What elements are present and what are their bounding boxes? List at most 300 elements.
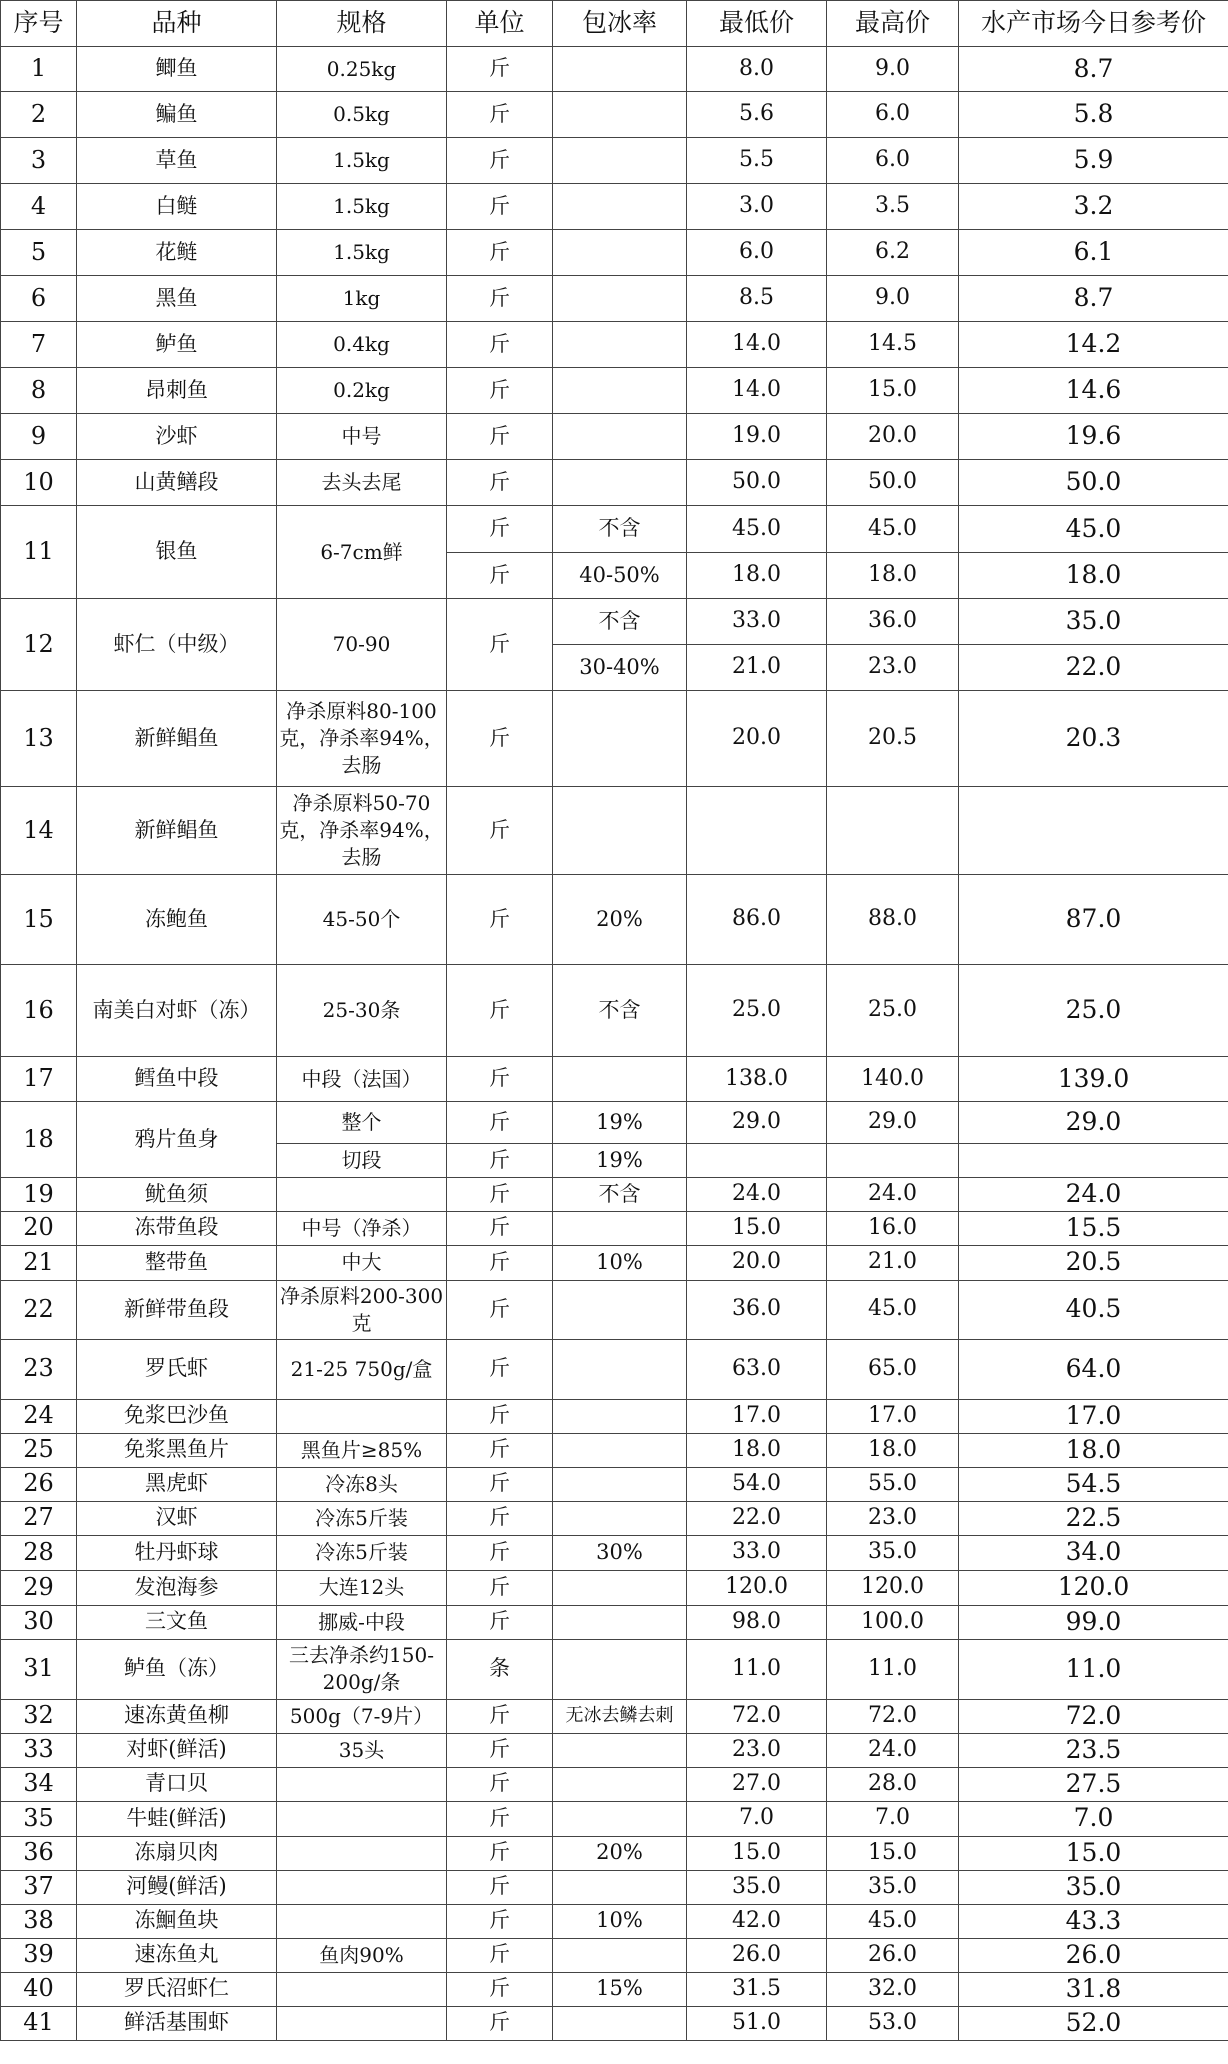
high-price: 140.0	[827, 1057, 959, 1102]
table-row	[1, 1605, 1228, 1639]
high-price: 28.0	[827, 1767, 959, 1801]
unit: 斤	[447, 1570, 553, 1605]
high-price: 18.0	[827, 1433, 959, 1467]
table-row	[1, 787, 1228, 875]
table-row	[1, 1339, 1228, 1399]
header-ice-rate: 包冰率	[553, 1, 687, 47]
product-spec: 500g（7-9片）	[277, 1699, 447, 1733]
unit: 斤	[447, 1972, 553, 2006]
unit: 斤	[447, 414, 553, 460]
low-price: 33.0	[687, 599, 827, 645]
row-number: 34	[1, 1767, 77, 1801]
ice-rate	[553, 1057, 687, 1102]
product-spec: 大连12头	[277, 1570, 447, 1605]
ice-rate	[553, 138, 687, 184]
ref-price: 54.5	[959, 1467, 1228, 1501]
unit: 斤	[447, 2006, 553, 2040]
product-spec: 净杀原料200-300克	[277, 1280, 447, 1339]
unit: 斤	[447, 787, 553, 875]
ref-price: 18.0	[959, 553, 1228, 599]
ref-price: 120.0	[959, 1570, 1228, 1605]
high-price: 7.0	[827, 1801, 959, 1836]
unit: 斤	[447, 460, 553, 506]
low-price: 138.0	[687, 1057, 827, 1102]
low-price: 35.0	[687, 1870, 827, 1904]
product-spec: 35头	[277, 1733, 447, 1767]
ref-price: 20.3	[959, 691, 1228, 787]
high-price: 88.0	[827, 875, 959, 965]
low-price: 3.0	[687, 184, 827, 230]
table-row	[1, 1211, 1228, 1245]
product-name: 银鱼	[77, 506, 277, 599]
table-row	[1, 460, 1228, 506]
low-price: 24.0	[687, 1178, 827, 1212]
row-number: 1	[1, 47, 77, 92]
unit: 斤	[447, 1339, 553, 1399]
low-price: 25.0	[687, 965, 827, 1057]
ice-rate	[553, 1639, 687, 1699]
high-price: 11.0	[827, 1639, 959, 1699]
product-name: 鳕鱼中段	[77, 1057, 277, 1102]
row-number: 35	[1, 1801, 77, 1836]
ref-price: 8.7	[959, 47, 1228, 92]
ref-price: 35.0	[959, 599, 1228, 645]
product-name: 冻鮰鱼块	[77, 1904, 277, 1938]
product-name: 冻带鱼段	[77, 1211, 277, 1245]
ref-price: 18.0	[959, 1433, 1228, 1467]
row-number: 11	[1, 506, 77, 599]
header-row	[1, 1, 1228, 47]
ice-rate	[553, 1767, 687, 1801]
product-spec: 中大	[277, 1245, 447, 1280]
unit: 斤	[447, 1245, 553, 1280]
low-price: 18.0	[687, 553, 827, 599]
table-row	[1, 599, 1228, 645]
high-price: 50.0	[827, 460, 959, 506]
ref-price: 99.0	[959, 1605, 1228, 1639]
ref-price: 64.0	[959, 1339, 1228, 1399]
unit: 斤	[447, 1904, 553, 1938]
product-spec: 鱼肉90%	[277, 1938, 447, 1972]
low-price: 15.0	[687, 1211, 827, 1245]
unit: 斤	[447, 965, 553, 1057]
row-number: 37	[1, 1870, 77, 1904]
product-name: 汉虾	[77, 1501, 277, 1535]
ref-price: 139.0	[959, 1057, 1228, 1102]
ref-price: 5.8	[959, 92, 1228, 138]
ref-price: 24.0	[959, 1178, 1228, 1212]
ice-rate	[553, 322, 687, 368]
row-number: 33	[1, 1733, 77, 1767]
ref-price: 3.2	[959, 184, 1228, 230]
product-name: 鳊鱼	[77, 92, 277, 138]
unit: 斤	[447, 1178, 553, 1212]
ref-price: 27.5	[959, 1767, 1228, 1801]
table-row	[1, 414, 1228, 460]
ref-price: 11.0	[959, 1639, 1228, 1699]
high-price: 14.5	[827, 322, 959, 368]
ice-rate: 30-40%	[553, 645, 687, 691]
header-high-price: 最高价	[827, 1, 959, 47]
product-spec: 25-30条	[277, 965, 447, 1057]
product-name: 花鲢	[77, 230, 277, 276]
unit: 斤	[447, 1836, 553, 1870]
ice-rate	[553, 1211, 687, 1245]
low-price: 29.0	[687, 1102, 827, 1144]
unit: 斤	[447, 138, 553, 184]
low-price: 36.0	[687, 1280, 827, 1339]
table-row	[1, 1501, 1228, 1535]
unit: 斤	[447, 1801, 553, 1836]
low-price: 17.0	[687, 1399, 827, 1433]
ref-price: 6.1	[959, 230, 1228, 276]
header-ref-price: 水产市场今日参考价	[959, 1, 1228, 47]
ice-rate	[553, 414, 687, 460]
product-name: 牡丹虾球	[77, 1535, 277, 1570]
low-price	[687, 787, 827, 875]
high-price: 72.0	[827, 1699, 959, 1733]
table-row	[1, 1057, 1228, 1102]
product-name: 罗氏沼虾仁	[77, 1972, 277, 2006]
header-no: 序号	[1, 1, 77, 47]
unit: 斤	[447, 322, 553, 368]
table-row	[1, 1972, 1228, 2006]
high-price: 20.0	[827, 414, 959, 460]
unit: 斤	[447, 1605, 553, 1639]
low-price: 27.0	[687, 1767, 827, 1801]
table-row	[1, 92, 1228, 138]
unit: 斤	[447, 1870, 553, 1904]
low-price: 86.0	[687, 875, 827, 965]
ice-rate: 20%	[553, 1836, 687, 1870]
unit: 斤	[447, 1433, 553, 1467]
high-price	[827, 1144, 959, 1178]
ice-rate	[553, 92, 687, 138]
ice-rate	[553, 1339, 687, 1399]
ice-rate: 15%	[553, 1972, 687, 2006]
ice-rate: 无冰去鳞去刺	[553, 1699, 687, 1733]
low-price: 72.0	[687, 1699, 827, 1733]
row-number: 6	[1, 276, 77, 322]
ref-price: 72.0	[959, 1699, 1228, 1733]
table-row	[1, 276, 1228, 322]
ice-rate: 19%	[553, 1102, 687, 1144]
row-number: 21	[1, 1245, 77, 1280]
unit: 斤	[447, 92, 553, 138]
unit: 斤	[447, 1767, 553, 1801]
product-spec: 6-7cm鲜	[277, 506, 447, 599]
high-price: 21.0	[827, 1245, 959, 1280]
high-price: 53.0	[827, 2006, 959, 2040]
product-name: 虾仁（中级）	[77, 599, 277, 691]
ref-price: 15.5	[959, 1211, 1228, 1245]
ice-rate: 10%	[553, 1245, 687, 1280]
ice-rate	[553, 460, 687, 506]
table-row	[1, 875, 1228, 965]
row-number: 7	[1, 322, 77, 368]
low-price: 33.0	[687, 1535, 827, 1570]
product-name: 整带鱼	[77, 1245, 277, 1280]
table-row	[1, 1280, 1228, 1339]
table-row	[1, 965, 1228, 1057]
unit: 斤	[447, 276, 553, 322]
low-price: 20.0	[687, 691, 827, 787]
table-row	[1, 1467, 1228, 1501]
unit: 斤	[447, 1938, 553, 1972]
ice-rate	[553, 1801, 687, 1836]
product-spec: 45-50个	[277, 875, 447, 965]
unit: 斤	[447, 1699, 553, 1733]
product-spec: 中号	[277, 414, 447, 460]
low-price: 31.5	[687, 1972, 827, 2006]
product-name: 对虾(鲜活)	[77, 1733, 277, 1767]
low-price: 14.0	[687, 368, 827, 414]
ref-price: 17.0	[959, 1399, 1228, 1433]
ice-rate	[553, 1870, 687, 1904]
high-price: 24.0	[827, 1733, 959, 1767]
ref-price: 19.6	[959, 414, 1228, 460]
ref-price: 29.0	[959, 1102, 1228, 1144]
low-price: 6.0	[687, 230, 827, 276]
product-spec: 冷冻5斤装	[277, 1501, 447, 1535]
ice-rate	[553, 47, 687, 92]
product-name: 鲜活基围虾	[77, 2006, 277, 2040]
product-name: 牛蛙(鲜活)	[77, 1801, 277, 1836]
ice-rate: 不含	[553, 506, 687, 553]
product-spec: 1.5kg	[277, 230, 447, 276]
unit: 斤	[447, 1144, 553, 1178]
ref-price: 25.0	[959, 965, 1228, 1057]
table-row	[1, 47, 1228, 92]
product-spec: 冷冻5斤装	[277, 1535, 447, 1570]
row-number: 12	[1, 599, 77, 691]
row-number: 14	[1, 787, 77, 875]
row-number: 29	[1, 1570, 77, 1605]
low-price: 14.0	[687, 322, 827, 368]
product-name: 三文鱼	[77, 1605, 277, 1639]
unit: 斤	[447, 599, 553, 691]
product-spec	[277, 2006, 447, 2040]
ref-price: 52.0	[959, 2006, 1228, 2040]
ref-price: 87.0	[959, 875, 1228, 965]
row-number: 28	[1, 1535, 77, 1570]
low-price: 19.0	[687, 414, 827, 460]
low-price: 51.0	[687, 2006, 827, 2040]
product-spec: 1.5kg	[277, 184, 447, 230]
low-price: 7.0	[687, 1801, 827, 1836]
ref-price: 31.8	[959, 1972, 1228, 2006]
product-spec	[277, 1399, 447, 1433]
product-name: 鲫鱼	[77, 47, 277, 92]
product-name: 速冻鱼丸	[77, 1938, 277, 1972]
product-name: 免浆巴沙鱼	[77, 1399, 277, 1433]
low-price: 42.0	[687, 1904, 827, 1938]
ice-rate	[553, 1399, 687, 1433]
ref-price: 5.9	[959, 138, 1228, 184]
low-price: 8.0	[687, 47, 827, 92]
ref-price: 45.0	[959, 506, 1228, 553]
low-price: 21.0	[687, 645, 827, 691]
table-row	[1, 184, 1228, 230]
row-number: 31	[1, 1639, 77, 1699]
ice-rate: 40-50%	[553, 553, 687, 599]
product-name: 沙虾	[77, 414, 277, 460]
table-row	[1, 368, 1228, 414]
product-spec: 去头去尾	[277, 460, 447, 506]
table-row	[1, 1904, 1228, 1938]
low-price: 20.0	[687, 1245, 827, 1280]
row-number: 20	[1, 1211, 77, 1245]
product-spec	[277, 1801, 447, 1836]
low-price: 8.5	[687, 276, 827, 322]
high-price: 20.5	[827, 691, 959, 787]
ice-rate: 20%	[553, 875, 687, 965]
low-price: 11.0	[687, 1639, 827, 1699]
ref-price: 15.0	[959, 1836, 1228, 1870]
product-name: 草鱼	[77, 138, 277, 184]
ice-rate	[553, 1938, 687, 1972]
product-spec: 净杀原料50-70克，净杀率94%，去肠	[277, 787, 447, 875]
table-row	[1, 1245, 1228, 1280]
product-spec: 中号（净杀）	[277, 1211, 447, 1245]
product-spec: 70-90	[277, 599, 447, 691]
product-spec: 1.5kg	[277, 138, 447, 184]
header-spec: 规格	[277, 1, 447, 47]
unit: 斤	[447, 506, 553, 553]
row-number: 4	[1, 184, 77, 230]
row-number: 40	[1, 1972, 77, 2006]
low-price: 54.0	[687, 1467, 827, 1501]
low-price: 63.0	[687, 1339, 827, 1399]
ref-price: 34.0	[959, 1535, 1228, 1570]
ref-price: 43.3	[959, 1904, 1228, 1938]
ice-rate	[553, 1501, 687, 1535]
high-price: 23.0	[827, 1501, 959, 1535]
table-row	[1, 322, 1228, 368]
high-price: 32.0	[827, 1972, 959, 2006]
table-row	[1, 1699, 1228, 1733]
high-price: 45.0	[827, 1904, 959, 1938]
unit: 斤	[447, 1535, 553, 1570]
table-row	[1, 1102, 1228, 1144]
row-number: 41	[1, 2006, 77, 2040]
unit: 斤	[447, 184, 553, 230]
product-spec: 挪威-中段	[277, 1605, 447, 1639]
row-number: 22	[1, 1280, 77, 1339]
ice-rate	[553, 1280, 687, 1339]
unit: 斤	[447, 1501, 553, 1535]
ref-price: 40.5	[959, 1280, 1228, 1339]
row-number: 26	[1, 1467, 77, 1501]
product-name: 新鲜鲳鱼	[77, 787, 277, 875]
product-spec	[277, 1836, 447, 1870]
product-spec	[277, 1870, 447, 1904]
unit: 斤	[447, 553, 553, 599]
unit: 斤	[447, 368, 553, 414]
table-row	[1, 1639, 1228, 1699]
ref-price: 22.5	[959, 1501, 1228, 1535]
ice-rate: 不含	[553, 599, 687, 645]
product-name: 鸦片鱼身	[77, 1102, 277, 1178]
ref-price: 8.7	[959, 276, 1228, 322]
product-spec	[277, 1178, 447, 1212]
product-name: 河鳗(鲜活)	[77, 1870, 277, 1904]
product-name: 罗氏虾	[77, 1339, 277, 1399]
row-number: 25	[1, 1433, 77, 1467]
product-spec: 中段（法国）	[277, 1057, 447, 1102]
product-name: 山黄鳝段	[77, 460, 277, 506]
ref-price: 14.6	[959, 368, 1228, 414]
ref-price: 22.0	[959, 645, 1228, 691]
row-number: 5	[1, 230, 77, 276]
row-number: 13	[1, 691, 77, 787]
table-row	[1, 1178, 1228, 1212]
unit: 斤	[447, 1467, 553, 1501]
product-name: 新鲜带鱼段	[77, 1280, 277, 1339]
product-name: 南美白对虾（冻）	[77, 965, 277, 1057]
row-number: 30	[1, 1605, 77, 1639]
high-price: 9.0	[827, 47, 959, 92]
row-number: 16	[1, 965, 77, 1057]
unit: 斤	[447, 1102, 553, 1144]
ref-price: 7.0	[959, 1801, 1228, 1836]
unit: 斤	[447, 1280, 553, 1339]
row-number: 17	[1, 1057, 77, 1102]
header-unit: 单位	[447, 1, 553, 47]
high-price: 55.0	[827, 1467, 959, 1501]
table-row	[1, 1570, 1228, 1605]
ref-price: 26.0	[959, 1938, 1228, 1972]
high-price: 6.0	[827, 92, 959, 138]
product-spec: 黑鱼片≥85%	[277, 1433, 447, 1467]
product-name: 鱿鱼须	[77, 1178, 277, 1212]
ice-rate	[553, 1433, 687, 1467]
table-row	[1, 1733, 1228, 1767]
high-price: 65.0	[827, 1339, 959, 1399]
ice-rate: 不含	[553, 965, 687, 1057]
table-row	[1, 1836, 1228, 1870]
product-spec: 切段	[277, 1144, 447, 1178]
high-price: 6.0	[827, 138, 959, 184]
table-row	[1, 1801, 1228, 1836]
ref-price: 14.2	[959, 322, 1228, 368]
low-price: 15.0	[687, 1836, 827, 1870]
row-number: 32	[1, 1699, 77, 1733]
product-name: 鲈鱼	[77, 322, 277, 368]
row-number: 3	[1, 138, 77, 184]
high-price: 18.0	[827, 553, 959, 599]
high-price: 23.0	[827, 645, 959, 691]
high-price: 24.0	[827, 1178, 959, 1212]
row-number: 24	[1, 1399, 77, 1433]
ice-rate: 19%	[553, 1144, 687, 1178]
row-number: 19	[1, 1178, 77, 1212]
row-number: 10	[1, 460, 77, 506]
table-row	[1, 1870, 1228, 1904]
high-price: 29.0	[827, 1102, 959, 1144]
low-price: 5.6	[687, 92, 827, 138]
ref-price: 23.5	[959, 1733, 1228, 1767]
high-price: 100.0	[827, 1605, 959, 1639]
low-price: 120.0	[687, 1570, 827, 1605]
product-spec: 0.4kg	[277, 322, 447, 368]
low-price: 98.0	[687, 1605, 827, 1639]
high-price: 120.0	[827, 1570, 959, 1605]
table-row	[1, 506, 1228, 553]
high-price: 6.2	[827, 230, 959, 276]
header-name: 品种	[77, 1, 277, 47]
table-row	[1, 1767, 1228, 1801]
